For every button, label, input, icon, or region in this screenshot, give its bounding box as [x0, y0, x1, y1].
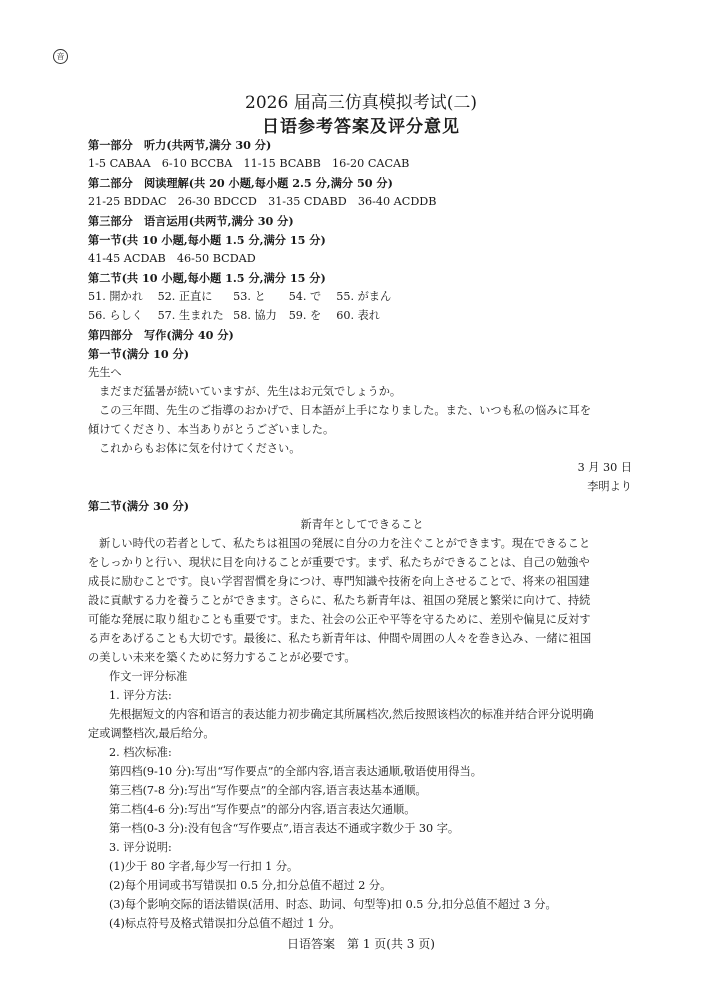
answer-item: 59. を	[288, 309, 322, 322]
method-line: 定或调整档次,最后给分。	[88, 727, 215, 740]
essay-line: 可能な発展に取り組むことも重要です。また、社会の公正や平等を守るために、差別や偏見に反対す	[88, 613, 591, 626]
part2-heading: 第二部分 阅读理解(共 20 小题,每小题 2.5 分,满分 50 分)	[88, 176, 393, 190]
essay-line: 設に貢献する力を養うことができます。さらに、私たち新青年は、祖国の発展と繁栄に向けて、持続	[88, 594, 591, 607]
note-item: (4)标点符号及格式错误扣分总值不超过 1 分。	[109, 917, 341, 930]
part3-section2-row1	[88, 289, 636, 305]
answer-item: 57. 生まれた	[157, 309, 224, 322]
note-item: (1)少于 80 字者,每少写一行扣 1 分。	[109, 860, 299, 873]
part3-section2-heading: 第二节(共 10 小题,每小题 1.5 分,满分 15 分)	[88, 271, 326, 285]
letter-line: 傾けてくださり、本当ありがとうございました。	[88, 423, 335, 436]
essay-line: をしっかりと行い、現状に目を向けることが重要です。まず、私たちができることは、自己の勉強や	[88, 556, 590, 569]
part1-answers: 1-5 CABAA 6-10 BCCBA 11-15 BCABB 16-20 CACAB	[88, 157, 410, 170]
answer-item: 52. 正直に	[157, 290, 213, 303]
letter-date: 3 月 30 日	[577, 461, 632, 474]
essay-line: の美しい未来を築くために努力することが必要です。	[88, 651, 356, 664]
part4-section2-heading: 第二节(满分 30 分)	[88, 499, 190, 513]
levels-title: 2. 档次标准:	[109, 746, 172, 759]
essay-line: る声をあげることも大切です。最後に、私たち新青年は、仲間や周囲の人々を巻き込み、一緒に祖国	[88, 632, 592, 645]
answer-item: 60. 表れ	[336, 309, 380, 322]
letter-salutation: 先生へ	[88, 366, 122, 379]
note-item: (2)每个用词或书写错误扣 0.5 分,扣分总值不超过 2 分。	[109, 879, 392, 892]
answer-item: 53. と	[233, 290, 266, 303]
level-item: 第三档(7-8 分):写出“写作要点”的全部内容,语言表达基本通顺。	[109, 784, 427, 797]
part4-heading: 第四部分 写作(满分 40 分)	[88, 328, 234, 342]
letter-sender: 李明より	[587, 480, 632, 493]
answer-item: 55. がまん	[336, 290, 392, 303]
answer-item: 51. 開かれ	[88, 290, 143, 303]
part2-answers: 21-25 BDDAC 26-30 BDCCD 31-35 CDABD 36-40 ACDDB	[88, 195, 437, 208]
part3-section1-heading: 第一节(共 10 小题,每小题 1.5 分,满分 15 分)	[88, 233, 326, 247]
part4-section1-heading: 第一节(满分 10 分)	[88, 347, 190, 361]
method-title: 1. 评分方法:	[109, 689, 172, 702]
letter-line: まだまだ猛暑が続いていますが、先生はお元気でしょうか。	[99, 385, 402, 398]
criteria-heading: 作文一评分标准	[109, 670, 188, 683]
answer-item: 54. で	[288, 290, 322, 303]
essay-line: 新しい時代の若者として、私たちは祖国の発展に自分の力を注ぐことができます。現在できること	[99, 537, 591, 550]
part3-section1-answers: 41-45 ACDAB 46-50 BCDAD	[88, 252, 256, 265]
notes-title: 3. 评分说明:	[109, 841, 172, 854]
essay-title: 新青年としてできること	[300, 518, 424, 531]
level-item: 第四档(9-10 分):写出“写作要点”的全部内容,语言表达通顺,敬语使用得当。	[109, 765, 482, 778]
answer-item: 56. らしく	[88, 309, 143, 322]
method-line: 先根据短文的内容和语言的表达能力初步确定其所属档次,然后按照该档次的标准并结合评分说明确	[109, 708, 594, 721]
part3-heading: 第三部分 语言运用(共两节,满分 30 分)	[88, 214, 294, 228]
part1-heading: 第一部分 听力(共两节,满分 30 分)	[88, 138, 272, 152]
level-item: 第一档(0-3 分):没有包含“写作要点”,语言表达不通或字数少于 30 字。	[109, 822, 460, 835]
exam-subtitle: 日语参考答案及评分意见	[262, 117, 460, 137]
note-item: (3)每个影响交际的语法错误(活用、时态、助词、句型等)扣 0.5 分,扣分总值不超过 3 分。	[109, 898, 557, 911]
exam-title: 2026 届高三仿真模拟考试(二)	[245, 93, 477, 113]
answer-item: 58. 協力	[233, 309, 277, 322]
subject-badge: 音	[53, 49, 68, 64]
essay-line: 成長に励むことです。良い学習習慣を身につけ、専門知識や技術を向上させることで、将来の祖国建	[88, 575, 590, 588]
level-item: 第二档(4-6 分):写出“写作要点”的部分内容,语言表达欠通顺。	[109, 803, 416, 816]
page-footer: 日语答案 第 1 页(共 3 页)	[287, 937, 435, 951]
part3-section2-row2	[88, 308, 636, 324]
letter-line: これからもお体に気を付けてください。	[99, 442, 301, 455]
letter-line: この三年間、先生のご指導のおかげで、日本語が上手になりました。また、いつも私の悩みに耳を	[99, 404, 592, 417]
